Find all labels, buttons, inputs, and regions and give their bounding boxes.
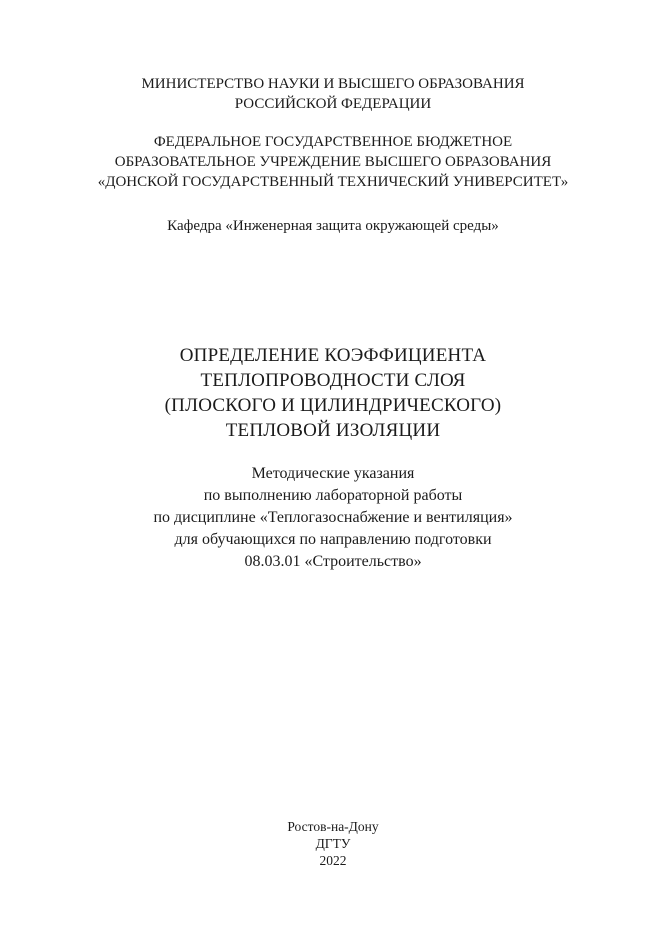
subtitle-line-3: по дисциплине «Теплогазоснабжение и вентиляция» xyxy=(153,509,513,526)
institution-line-1: ФЕДЕРАЛЬНОЕ ГОСУДАРСТВЕННОЕ БЮДЖЕТНОЕ xyxy=(153,134,513,150)
document-title xyxy=(0,343,666,443)
imprint-block xyxy=(0,818,666,869)
institution-line-3: «ДОНСКОЙ ГОСУДАРСТВЕННЫЙ ТЕХНИЧЕСКИЙ УНИВЕРСИТЕТ» xyxy=(97,174,569,190)
ministry-block xyxy=(0,74,666,114)
subtitle-line-4: для обучающихся по направлению подготовки xyxy=(174,531,492,548)
title-line-3: (ПЛОСКОГО И ЦИЛИНДРИЧЕСКОГО) xyxy=(164,395,502,416)
subtitle-line-2: по выполнению лабораторной работы xyxy=(203,487,463,504)
institution-block xyxy=(0,132,666,192)
imprint-publisher: ДГТУ xyxy=(315,836,351,851)
title-line-1: ОПРЕДЕЛЕНИЕ КОЭФФИЦИЕНТА xyxy=(179,345,487,366)
ministry-line-1: МИНИСТЕРСТВО НАУКИ И ВЫСШЕГО ОБРАЗОВАНИЯ xyxy=(141,76,525,92)
department-line: Кафедра «Инженерная защита окружающей среды» xyxy=(167,218,499,234)
title-line-2: ТЕПЛОПРОВОДНОСТИ СЛОЯ xyxy=(200,370,466,391)
title-line-4: ТЕПЛОВОЙ ИЗОЛЯЦИИ xyxy=(225,420,441,441)
subtitle-line-1: Методические указания xyxy=(251,465,415,482)
subtitle-line-5: 08.03.01 «Строительство» xyxy=(244,553,422,570)
institution-line-2: ОБРАЗОВАТЕЛЬНОЕ УЧРЕЖДЕНИЕ ВЫСШЕГО ОБРАЗОВАНИЯ xyxy=(114,154,552,170)
imprint-city: Ростов-на-Дону xyxy=(287,819,379,834)
subtitle-block xyxy=(0,463,666,573)
ministry-line-2: РОССИЙСКОЙ ФЕДЕРАЦИИ xyxy=(234,96,432,112)
imprint-year: 2022 xyxy=(319,853,347,868)
